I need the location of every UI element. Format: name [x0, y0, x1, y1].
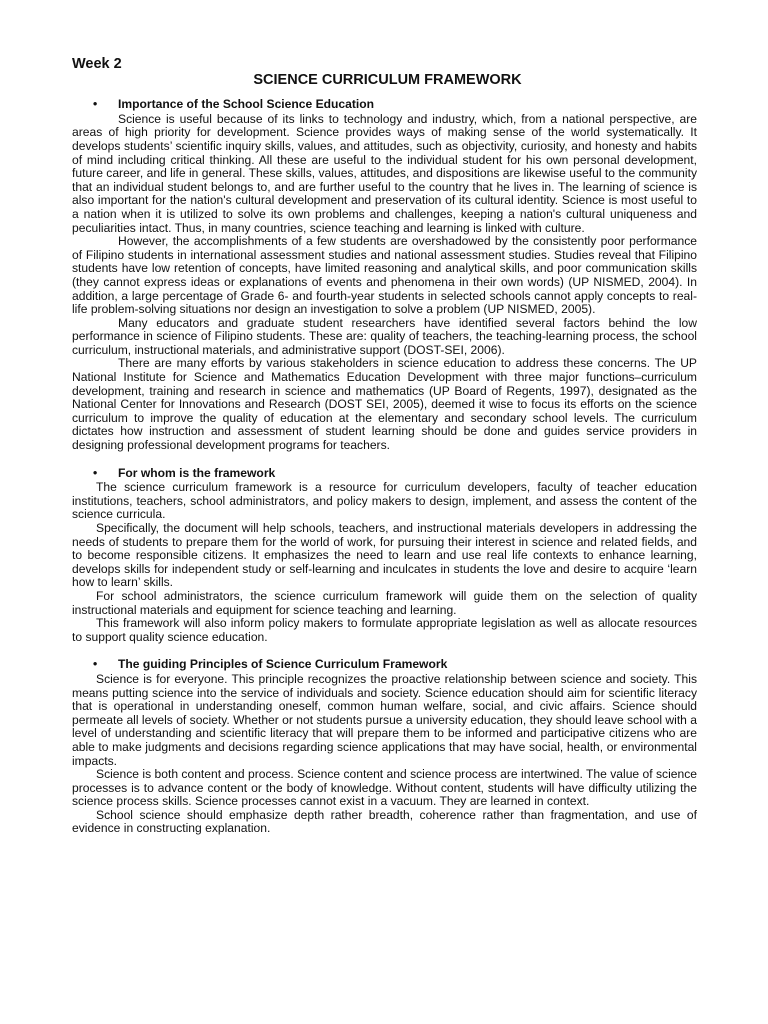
paragraph: Science is useful because of its links to technology and industry, which, from a national perspective, are areas of high priority for development. Science provides ways of making sense of the world systematically. It develops students’ scientific inquiry skills, values, and attitudes, such as objectivity, curiosity, and honesty and habits of mind including critical thinking. All these are useful to the individual student for his own personal development, future career, and life in general. These skills, values, attitudes, and dispositions are likewise useful to the community that an individual student belongs to, and are further useful to the country that he lives in. The learning of science is also important for the nation's cultural development and preservation of its cultural identity. Science is most useful to a nation when it is utilized to solve its own problems and challenges, keeping a nation's cultural uniqueness and peculiarities intact. Thus, in many countries, science teaching and learning is linked with culture.	[72, 111, 697, 235]
paragraph: For school administrators, the science curriculum framework will guide them on the selection of quality instructional materials and equipment for science teaching and learning.	[72, 588, 697, 617]
paragraph: There are many efforts by various stakeholders in science education to address these concerns. The UP National Institute for Science and Mathematics Education Development with three major functions–curriculum development, training and research in science and mathematics (UP Board of Regents, 1997), designated as the National Center for Innovations and Research (DOST SEI, 2005), deemed it wise to focus its efforts on the science curriculum to improve the quality of education at the elementary and secondary school levels. The curriculum dictates how instruction and assessment of student learning should be done and guides service providers in designing professional development programs for teachers.	[72, 356, 697, 453]
section-importance	[72, 98, 697, 452]
paragraph: Science is for everyone. This principle recognizes the proactive relationship between science and society. This means putting science into the service of individuals and society. Science education should aim for scientific literacy that is operational in understanding oneself, common human welfare, social, and civic affairs. Science should permeate all levels of society. Whether or not students pursue a university education, they should leave school with a level of understanding and scientific literacy that will prepare them to be informed and participative citizens who are able to make judgments and decisions regarding science applications that may have social, health, or environmental impacts.	[72, 671, 697, 768]
section-heading	[72, 658, 697, 672]
document-page	[72, 58, 697, 836]
section-spacer	[72, 644, 697, 658]
paragraph: This framework will also inform policy makers to formulate appropriate legislation as well as allocate resources to support quality science education.	[72, 616, 697, 644]
section-heading	[72, 467, 697, 481]
bullet-icon: •	[93, 97, 98, 112]
paragraph: Specifically, the document will help schools, teachers, and instructional materials developers in addressing the needs of students to prepare them for the world of work, for pursuing their interest in science and related fields, and to become responsible citizens. It emphasizes the need to learn and use real life contexts to enhance learning, develops skills for independent study or self-learning and inculcates in students the love and desire to acquire ‘learn how to learn’ skills.	[72, 521, 697, 590]
bullet-icon: •	[93, 657, 98, 672]
bullet-icon: •	[93, 465, 98, 480]
paragraph: However, the accomplishments of a few students are overshadowed by the consistently poor performance of Filipino students in international assessment studies and national assessment studies. Studies reveal that Filipino students have low retention of concepts, have limited reasoning and analytical skills, and poor communication skills (they cannot express ideas or explanations of events and phenomena in their own words) (UP NISMED, 2004). In addition, a large percentage of Grade 6- and fourth-year students in selected schools cannot apply concepts to real-life problem-solving situations nor design an investigation to solve a problem (UP NISMED, 2005).	[72, 234, 697, 317]
section-heading-text: For whom is the framework	[118, 465, 276, 480]
section-for-whom	[72, 467, 697, 645]
section-heading-text: The guiding Principles of Science Curriculum Framework	[118, 657, 448, 672]
section-spacer	[72, 453, 697, 467]
section-guiding-principles	[72, 658, 697, 836]
page-title: SCIENCE CURRICULUM FRAMEWORK	[253, 71, 522, 88]
paragraph: Science is both content and process. Science content and science process are intertwined. The value of science processes is to advance content or the body of knowledge. Without content, students will have difficulty utilizing the science process skills. Science processes cannot exist in a vacuum. They are learned in context.	[72, 767, 697, 809]
paragraph: School science should emphasize depth rather breadth, coherence rather than fragmentation, and use of evidence in constructing explanation.	[72, 807, 697, 836]
section-heading-text: Importance of the School Science Education	[118, 97, 375, 112]
paragraph: Many educators and graduate student researchers have identified several factors behind the low performance in science of Filipino students. These are: quality of teachers, the teaching-learning process, the school curriculum, instructional materials, and administrative support (DOST-SEI, 2006).	[72, 315, 697, 357]
section-heading	[72, 98, 697, 112]
paragraph: The science curriculum framework is a resource for curriculum developers, faculty of teacher education institutions, teachers, school administrators, and policy makers to design, implement, and assess the content of the science curricula.	[72, 480, 697, 522]
week-label: Week 2	[72, 56, 122, 72]
